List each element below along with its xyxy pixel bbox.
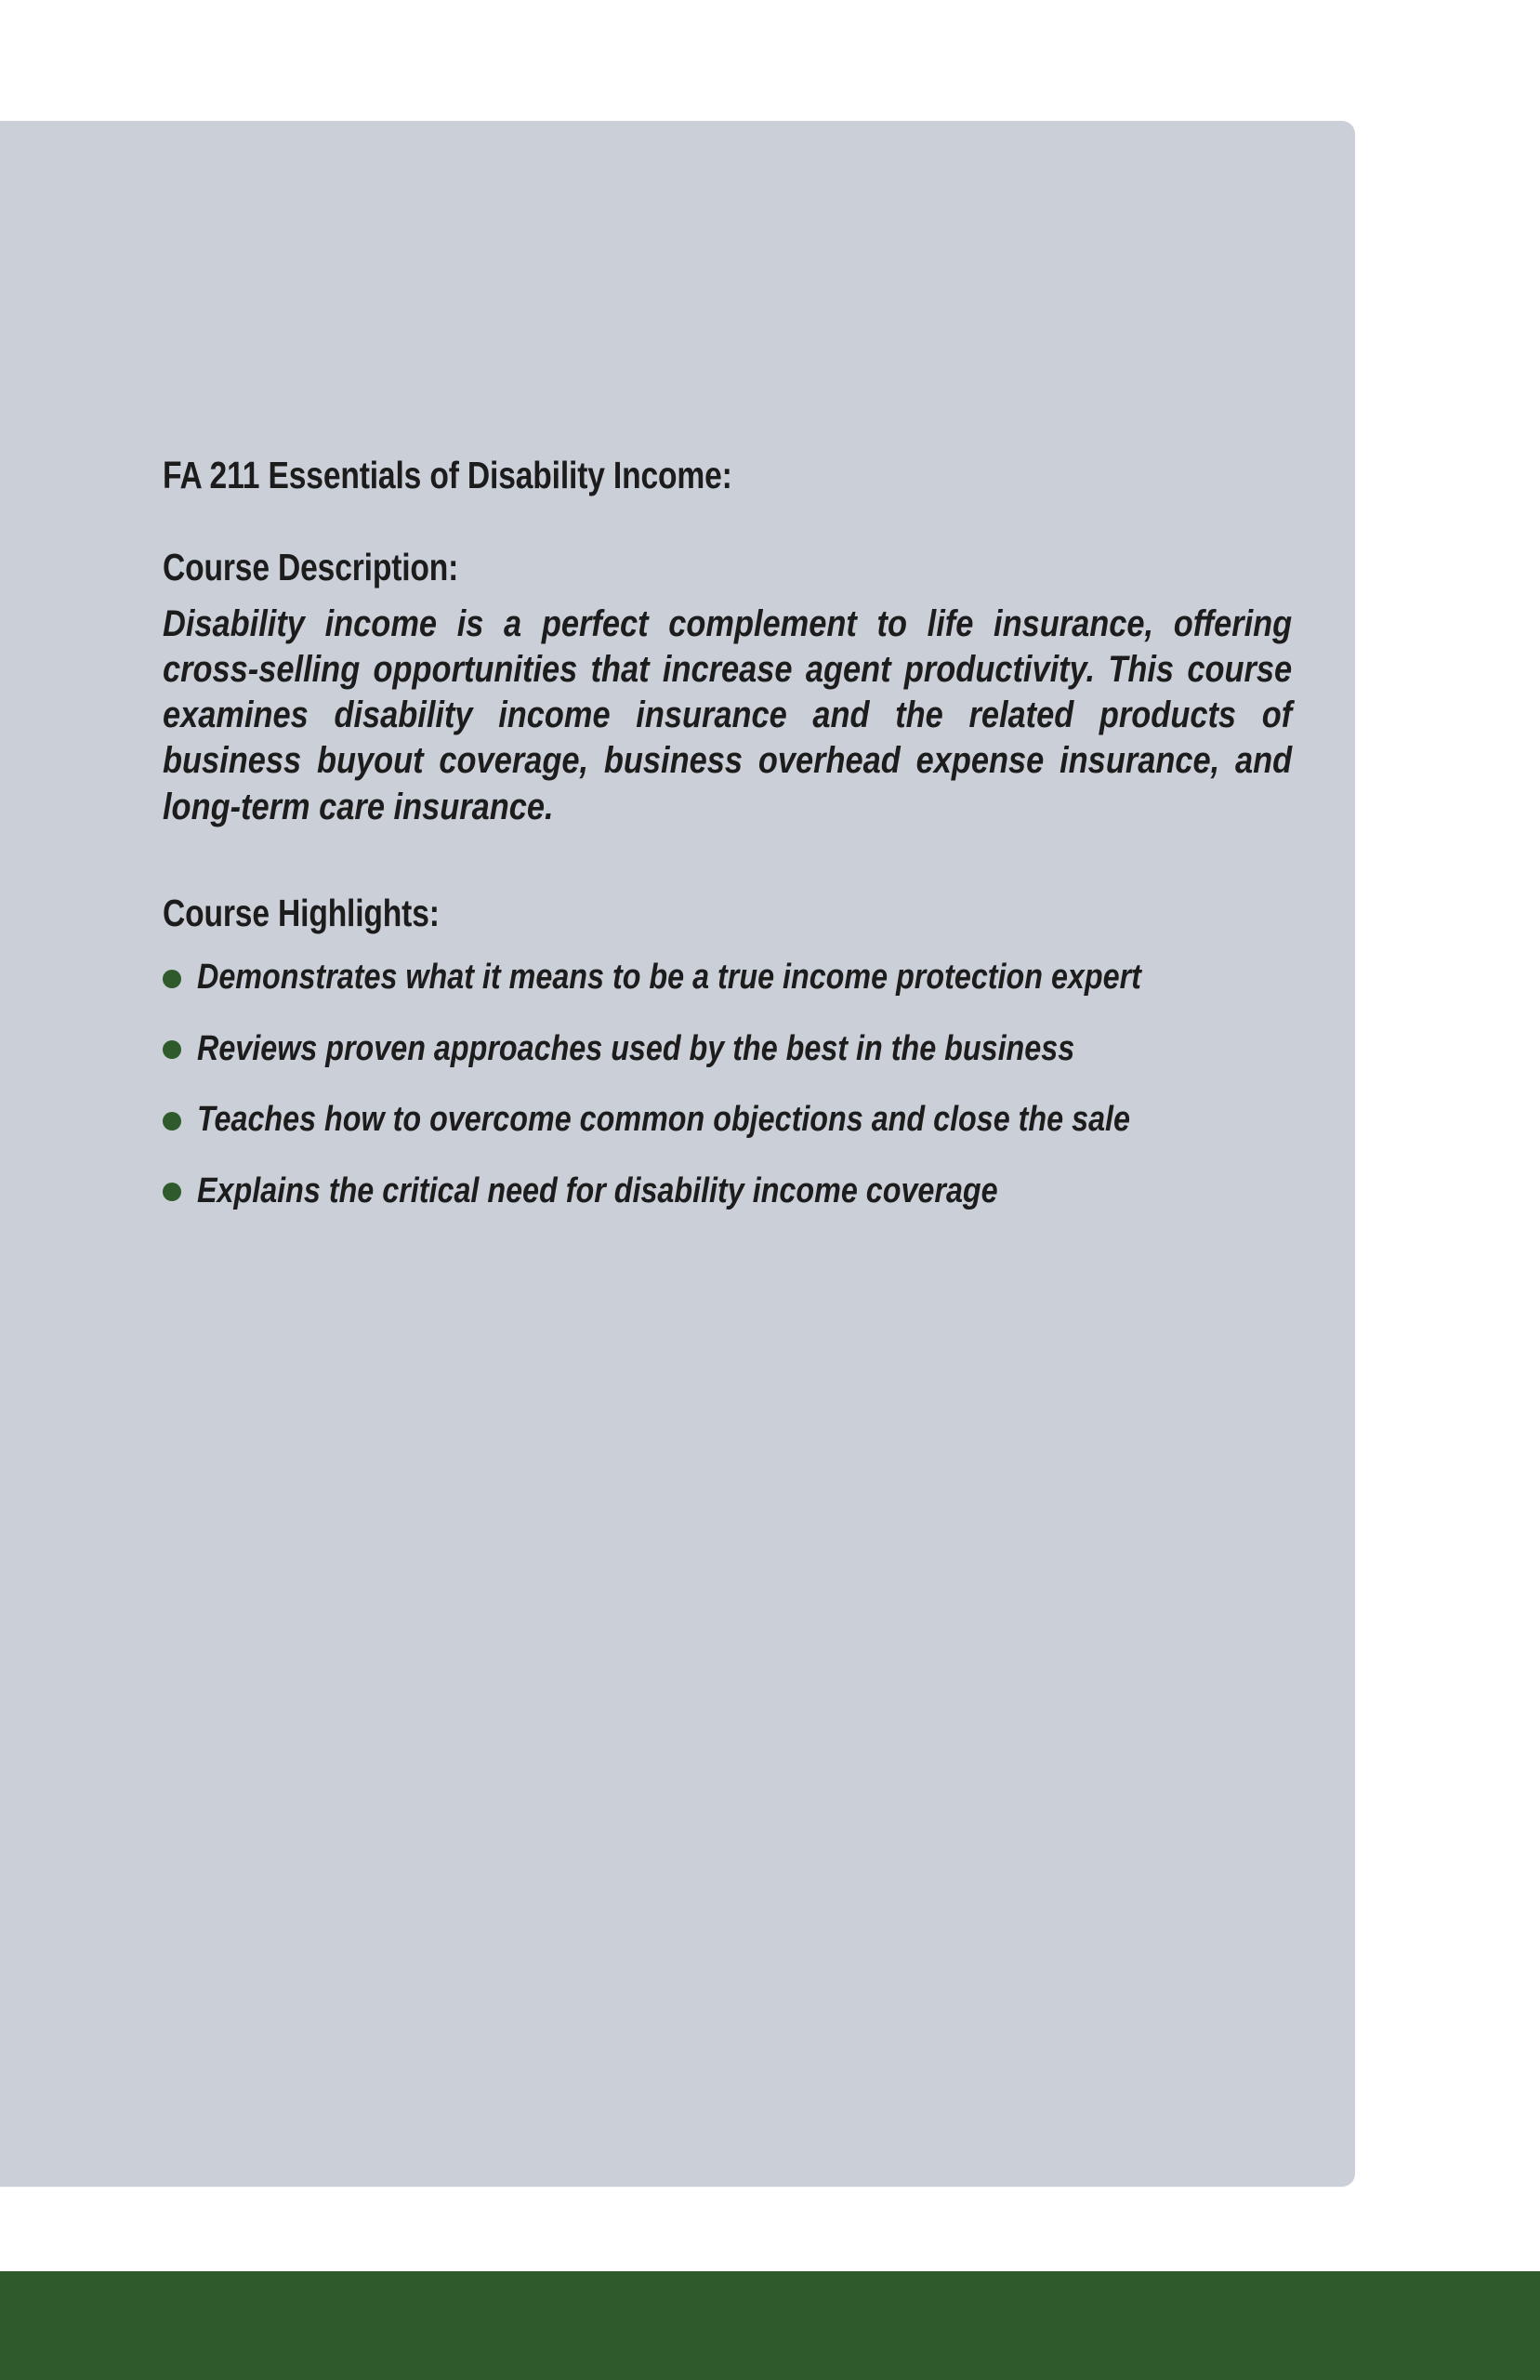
spacer <box>163 588 1293 602</box>
content-panel <box>0 121 1355 2187</box>
list-item <box>163 1029 1293 1069</box>
spacer <box>163 933 1293 958</box>
footer-accent-band <box>0 2271 1540 2380</box>
course-title: FA 211 Essentials of Disability Income: <box>163 454 732 496</box>
content-column <box>163 456 1293 1242</box>
course-highlights-list <box>163 958 1293 1210</box>
course-description-body: Disability income is a perfect complement to life insurance, offering cross-selling opportunities that increase agent productivity. This course examines disability income insurance and the related products of business buyout coverage, business overhead expense insurance, and long-term care insurance. <box>163 602 1293 827</box>
list-item-label: Demonstrates what it means to be a true income protection expert <box>197 958 1141 998</box>
list-item-label: Reviews proven approaches used by the best in the business <box>197 1028 1075 1068</box>
list-item <box>163 1171 1293 1211</box>
bullet-dot-icon <box>163 1183 181 1201</box>
spacer <box>163 830 1293 893</box>
list-item-label: Explains the critical need for disability income coverage <box>197 1170 998 1210</box>
list-item-label: Teaches how to overcome common objections and close the sale <box>197 1100 1130 1140</box>
list-item <box>163 958 1293 998</box>
bullet-dot-icon <box>163 1040 181 1059</box>
spacer <box>163 496 1293 548</box>
course-highlights-heading: Course Highlights: <box>163 891 440 934</box>
bullet-dot-icon <box>163 1112 181 1130</box>
list-item <box>163 1100 1293 1140</box>
course-description-heading: Course Description: <box>163 546 459 589</box>
bullet-dot-icon <box>163 970 181 988</box>
